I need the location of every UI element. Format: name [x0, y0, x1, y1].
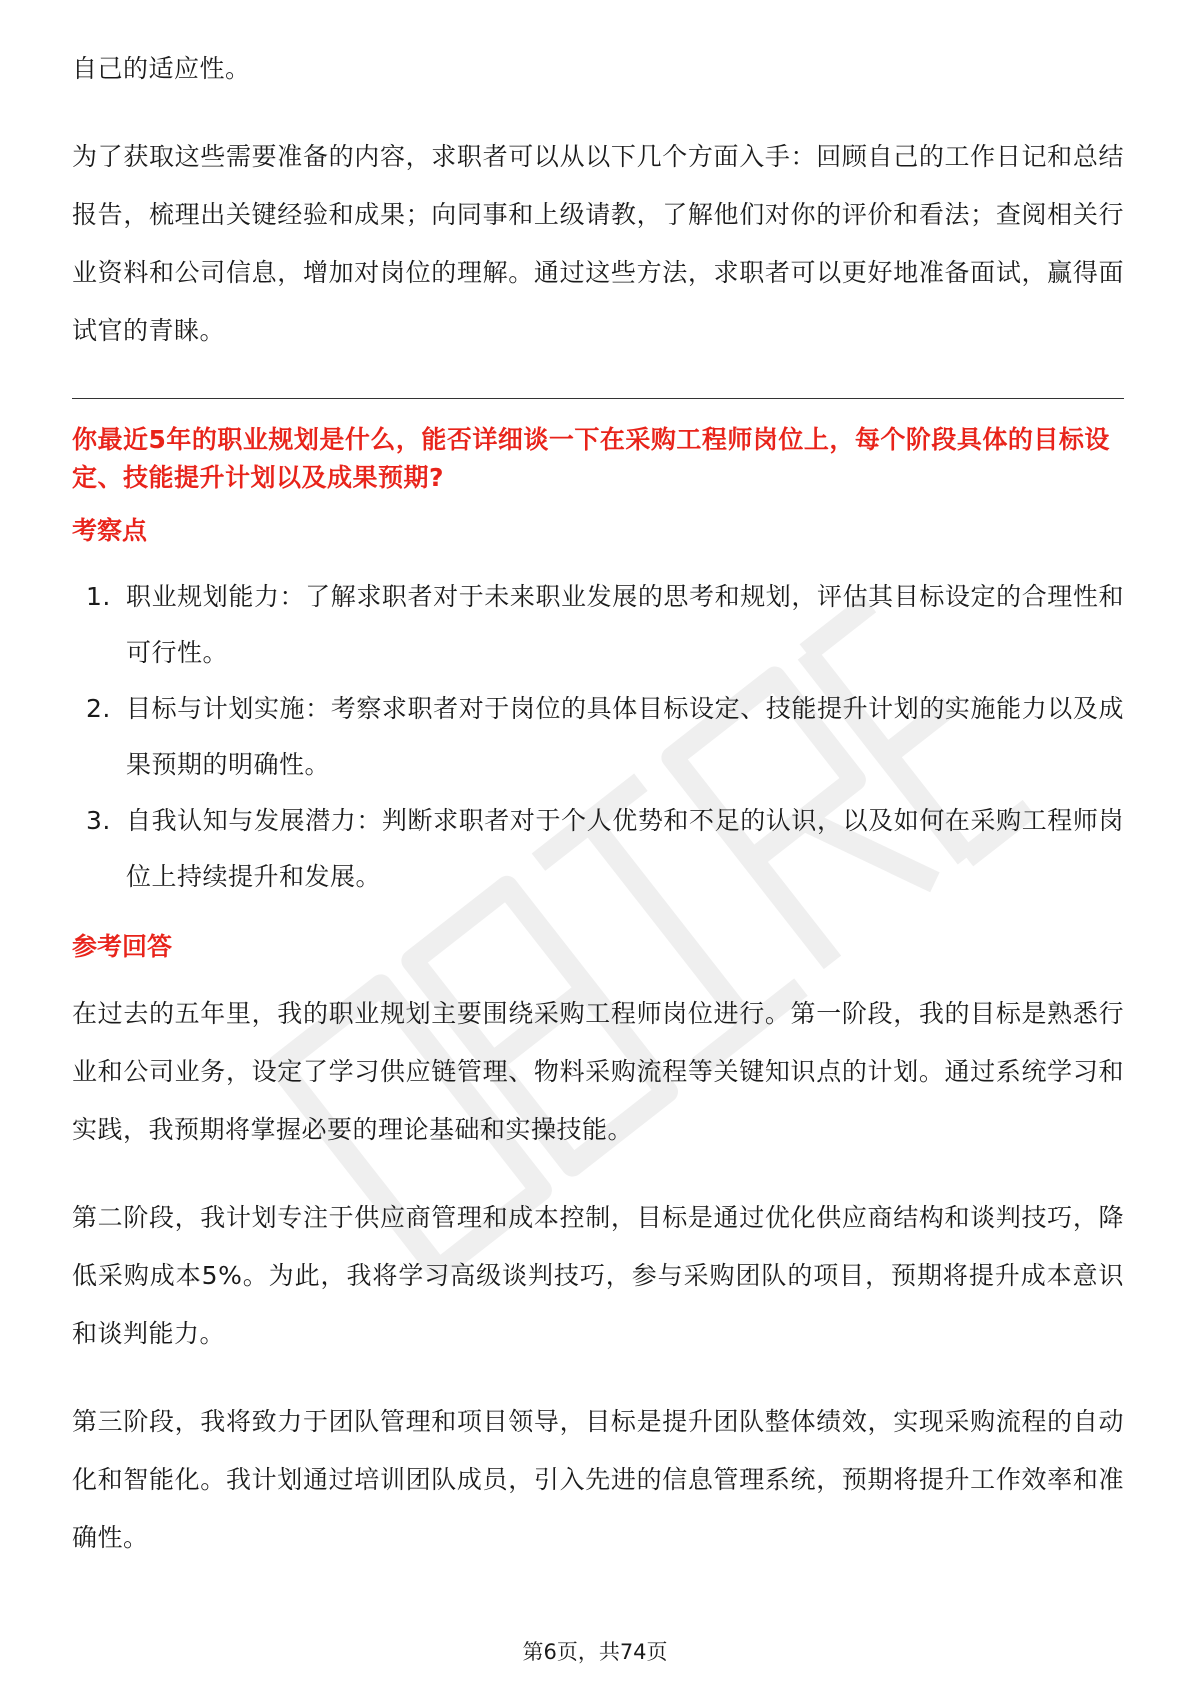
- exam-point-text: 职业规划能力：了解求职者对于未来职业发展的思考和规划，评估其目标设定的合理性和可行性。: [126, 582, 1124, 667]
- exam-point-item: [72, 793, 1124, 905]
- prep-paragraph: 为了获取这些需要准备的内容，求职者可以从以下几个方面入手：回顾自己的工作日记和总结报告，梳理出关键经验和成果；向同事和上级请教，了解他们对你的评价和看法；查阅相关行业资料和公司信息，增加对岗位的理解。通过这些方法，求职者可以更好地准备面试，赢得面试官的青睐。: [72, 142, 1124, 345]
- exam-point-text: 自我认知与发展潜力：判断求职者对于个人优势和不足的认识，以及如何在采购工程师岗位上持续提升和发展。: [126, 806, 1124, 891]
- answer-paragraph: 在过去的五年里，我的职业规划主要围绕采购工程师岗位进行。第一阶段，我的目标是熟悉行业和公司业务，设定了学习供应链管理、物料采购流程等关键知识点的计划。通过系统学习和实践，我预期将掌握必要的理论基础和实操技能。: [72, 999, 1124, 1144]
- exam-point-number: 3.: [86, 806, 111, 835]
- answer-heading: 参考回答: [72, 932, 173, 961]
- answer-paragraph: 第三阶段，我将致力于团队管理和项目领导，目标是提升团队整体绩效，实现采购流程的自动化和智能化。我计划通过培训团队成员，引入先进的信息管理系统，预期将提升工作效率和准确性。: [72, 1407, 1124, 1552]
- exam-points-heading: 考察点: [72, 516, 148, 545]
- exam-point-text: 目标与计划实施：考察求职者对于岗位的具体目标设定、技能提升计划的实施能力以及成果预期的明确性。: [126, 694, 1124, 779]
- exam-point-number: 2.: [86, 694, 111, 723]
- answer-paragraph: 第二阶段，我计划专注于供应商管理和成本控制，目标是通过优化供应商结构和谈判技巧，降低采购成本5%。为此，我将学习高级谈判技巧，参与采购团队的项目，预期将提升成本意识和谈判能力。: [72, 1203, 1124, 1348]
- page-footer: 第6页，共74页: [522, 1640, 668, 1664]
- intro-continuation: 自己的适应性。: [72, 54, 251, 83]
- exam-point-number: 1.: [86, 582, 111, 611]
- exam-point-item: [72, 681, 1124, 793]
- page-content: [72, 40, 1124, 1567]
- interview-question: 你最近5年的职业规划是什么，能否详细谈一下在采购工程师岗位上，每个阶段具体的目标设定、技能提升计划以及成果预期?: [72, 425, 1110, 492]
- exam-point-item: [72, 569, 1124, 681]
- section-divider: [72, 398, 1124, 399]
- exam-points-list: [72, 569, 1124, 905]
